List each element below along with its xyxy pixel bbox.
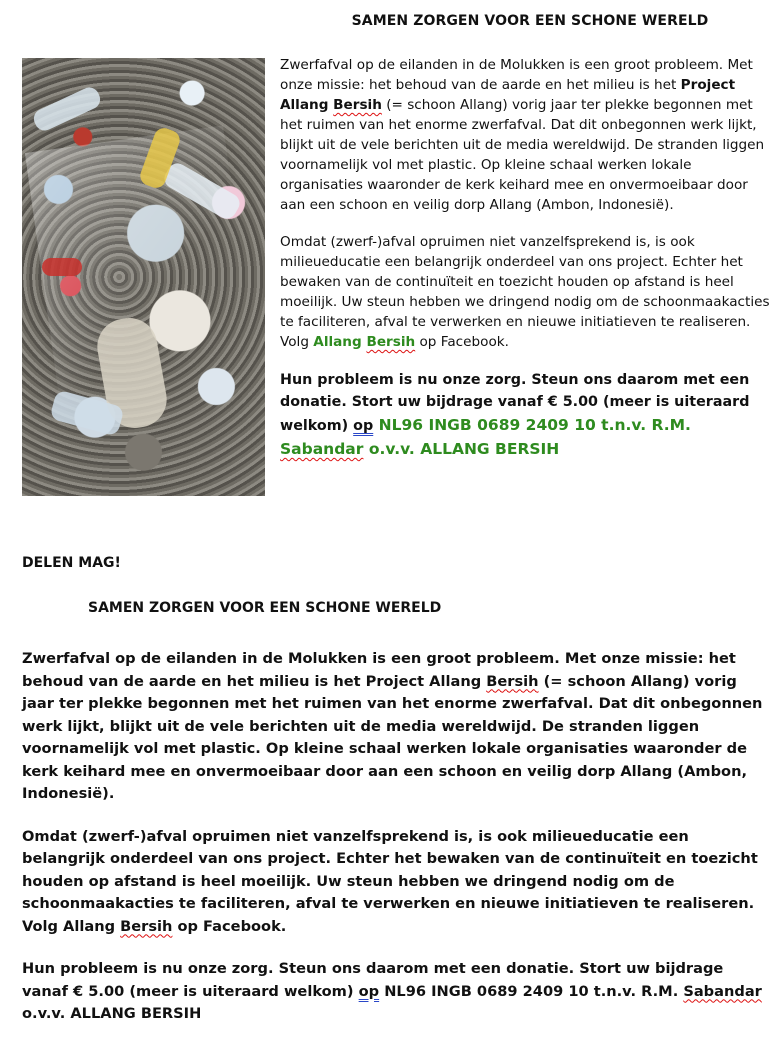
spellcheck-word[interactable]: Bersih	[366, 334, 416, 350]
share-paragraph-3	[22, 958, 772, 1026]
grammar-word: op	[353, 418, 374, 434]
share-text-cont: (= schoon Allang) vorig jaar ter plekke begonnen met het ruimen van het enorme zwerfafval. Dat dit onbegonnen werk lijkt, blijkt uit de vele berichten uit de media wereldwijd. De stranden liggen voornamelijk vol met plastic. Op kleine schaal werken lokale organisaties waaronder de kerk keihard mee en onvermoeibaar door aan een schoon en veilig dorp Allang (Ambon, Indonesië).	[22, 672, 763, 802]
share-text: Zwerfafval op de eilanden in de Molukken is een groot probleem. Met onze missie: het behoud van de aarde en het milieu is het Project Allang	[22, 650, 736, 690]
appeal-text: Hun probleem is nu onze zorg. Steun ons daarom met een donatie. Stort uw bijdrage vanaf € 5.00 (meer is uiteraard welkom)	[280, 372, 750, 434]
intro-paragraph	[280, 55, 770, 215]
iban-text: NL96 INGB 0689 2409 10 t.n.v. R.M.	[373, 416, 691, 434]
iban-text-end: o.v.v. ALLANG BERSIH	[363, 440, 560, 458]
education-text: Omdat (zwerf-)afval opruimen niet vanzelfsprekend is, is ook milieueducatie een belangrijk onderdeel van ons project. Echter het bewaken van de continuïteit en toezicht houden op afstand is heel moeilijk. Uw steun hebben we dringend nodig om de schoonmaakacties te faciliteren, afval te verwerken en nieuwe initiatieven te realiseren. Volg	[280, 234, 770, 350]
spellcheck-word: Bersih	[486, 672, 539, 690]
facebook-link-text[interactable]: Allang	[313, 334, 367, 350]
education-paragraph	[280, 232, 770, 352]
intro-text-cont: (= schoon Allang) vorig jaar ter plekke begonnen met het ruimen van het enorme zwerfafval. Dat dit onbegonnen werk lijkt, blijkt uit de vele berichten uit de media wereldwijd. De stranden liggen voornamelijk vol met plastic. Op kleine schaal werken lokale organisaties waaronder de kerk keihard mee en onvermoeibaar door aan een schoon en veilig dorp Allang (Ambon, Indonesië).	[280, 97, 765, 213]
share-paragraph-1	[22, 648, 772, 806]
facebook-link[interactable]	[313, 334, 415, 350]
section-title: SAMEN ZORGEN VOOR EEN SCHONE WERELD	[88, 600, 442, 616]
share-text-end: op Facebook.	[172, 917, 287, 935]
share-text-block	[22, 648, 772, 1046]
share-text: Omdat (zwerf-)afval opruimen niet vanzelfsprekend is, is ook milieueducatie een belangrijk onderdeel van ons project. Echter het bewaken van de continuïteit en toezicht houden op afstand is heel moeilijk. Uw steun hebben we dringend nodig om de schoonmaakacties te faciliteren, afval te verwerken en nieuwe initiatieven te realiseren. Volg Allang	[22, 827, 758, 935]
beach-litter-photo	[22, 58, 265, 496]
spellcheck-word: Sabandar	[683, 982, 762, 1000]
education-text-end: op Facebook.	[415, 334, 509, 350]
project-name-text: Project Allang	[280, 77, 736, 113]
share-text: Hun probleem is nu onze zorg. Steun ons daarom met een donatie. Stort uw bijdrage vanaf € 5.00 (meer is uiteraard welkom)	[22, 960, 724, 1000]
share-text-cont: NL96 INGB 0689 2409 10 t.n.v. R.M.	[379, 982, 684, 1000]
red-cap-shape	[42, 258, 82, 276]
intro-text: Zwerfafval op de eilanden in de Molukken is een groot probleem. Met onze missie: het behoud van de aarde en het milieu is het	[280, 57, 753, 93]
grammar-word: op	[358, 982, 380, 1000]
spellcheck-word: Bersih	[333, 97, 382, 113]
spellcheck-word: Sabandar	[280, 440, 364, 458]
page-title: SAMEN ZORGEN VOOR EEN SCHONE WERELD	[351, 13, 709, 29]
spellcheck-word: Bersih	[120, 917, 173, 935]
share-paragraph-2	[22, 826, 772, 939]
plastic-bottle-shape	[31, 84, 104, 134]
intro-column	[280, 55, 770, 478]
share-label: DELEN MAG!	[22, 555, 121, 571]
share-text-end: o.v.v. ALLANG BERSIH	[22, 1005, 202, 1022]
donation-appeal	[280, 369, 770, 461]
